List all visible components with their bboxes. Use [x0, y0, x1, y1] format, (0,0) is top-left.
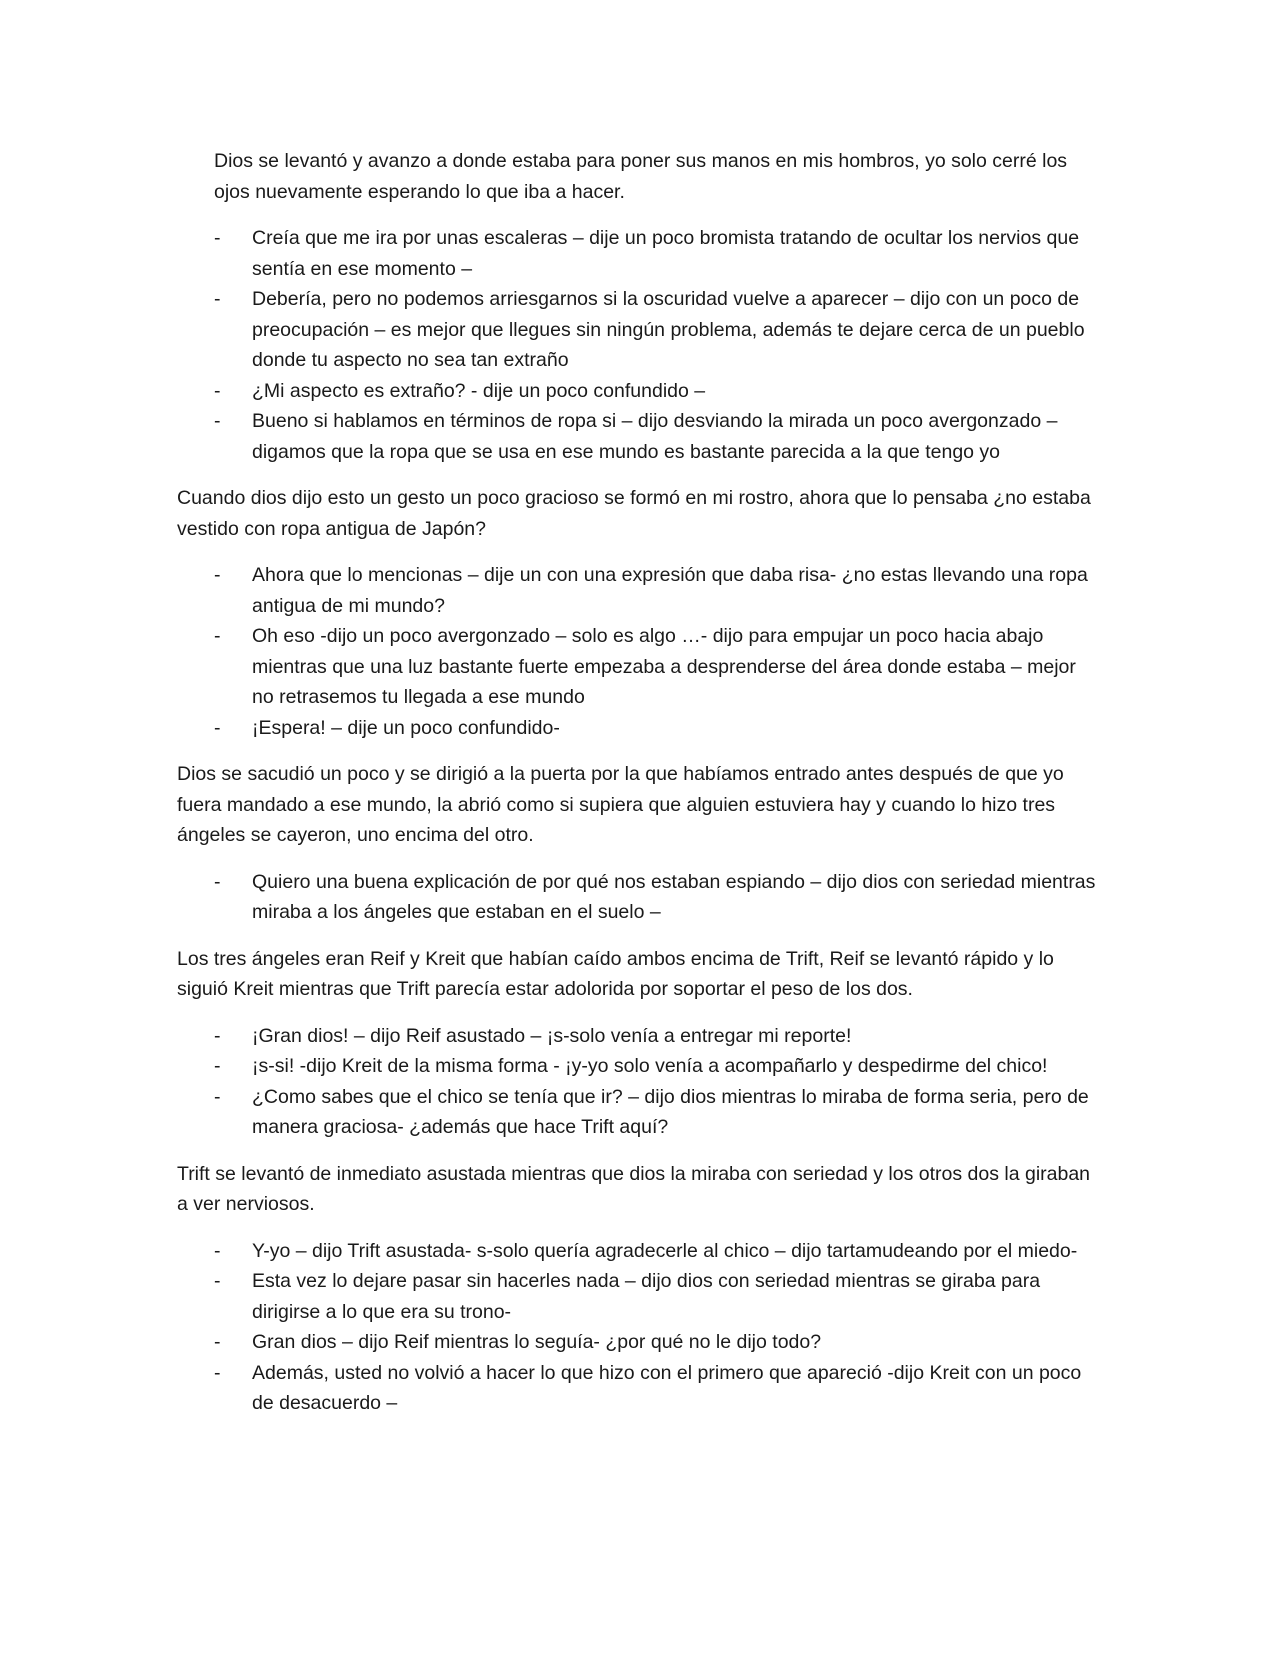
- dialogue-text: Bueno si hablamos en términos de ropa si – dijo desviando la mirada un poco avergonzado – digamos que la ropa que se usa en ese mundo es bastante parecida a la que tengo yo: [252, 410, 1058, 463]
- dialogue-line: [177, 713, 1097, 744]
- list-dash-marker: -: [214, 1270, 221, 1292]
- dialogue-line: [177, 1051, 1097, 1082]
- list-dash-marker: -: [214, 379, 221, 402]
- dialogue-text: Quiero una buena explicación de por qué nos estaban espiando – dijo dios con seriedad mientras miraba a los ángeles que estaban en el suelo –: [252, 870, 1096, 923]
- dialogue-text: Creía que me ira por unas escaleras – dije un poco bromista tratando de ocultar los nervios que sentía en ese momento –: [252, 227, 1080, 280]
- list-dash-marker: -: [214, 564, 221, 586]
- dialogue-line: [177, 621, 1097, 713]
- paragraph: Dios se sacudió un poco y se dirigió a la puerta por la que habíamos entrado antes después de que yo fuera mandado a ese mundo, la abrió como si supiera que alguien estuviera hay y cuando lo hizo tres ángeles se cayeron, uno encima del otro.: [177, 763, 1064, 846]
- list-dash-marker: -: [214, 1361, 221, 1384]
- dialogue-line: [177, 223, 1097, 284]
- dialogue-list: [177, 1021, 1097, 1143]
- dialogue-line: [177, 376, 1097, 407]
- list-dash-marker: -: [214, 1239, 221, 1262]
- dialogue-text: Oh eso -dijo un poco avergonzado – solo es algo …- dijo para empujar un poco hacia abajo mientras que una luz bastante fuerte empezaba a desprenderse del área donde estaba – mejor no retrasemos tu llegada a ese mundo: [252, 625, 1076, 708]
- dialogue-line: [177, 1236, 1097, 1267]
- dialogue-list: [177, 223, 1097, 467]
- dialogue-text: Debería, pero no podemos arriesgarnos si la oscuridad vuelve a aparecer – dijo con un poco de preocupación – es mejor que llegues sin ningún problema, además te dejare cerca de un pueblo donde tu aspecto no sea tan extraño: [252, 288, 1085, 371]
- list-dash-marker: -: [214, 227, 221, 249]
- dialogue-list: [177, 560, 1097, 743]
- dialogue-text: ¡Espera! – dije un poco confundido-: [252, 716, 560, 739]
- dialogue-line: [177, 284, 1097, 376]
- dialogue-text: Ahora que lo mencionas – dije un con una expresión que daba risa- ¿no estas llevando una ropa antigua de mi mundo?: [252, 564, 1088, 617]
- list-dash-marker: -: [214, 1024, 221, 1047]
- dialogue-text: ¡Gran dios! – dijo Reif asustado – ¡s-solo venía a entregar mi reporte!: [252, 1024, 852, 1047]
- dialogue-text: Gran dios – dijo Reif mientras lo seguía- ¿por qué no le dijo todo?: [252, 1331, 822, 1353]
- document-body: [177, 146, 1097, 1435]
- dialogue-text: Además, usted no volvió a hacer lo que hizo con el primero que apareció -dijo Kreit con un poco de desacuerdo –: [252, 1361, 1082, 1414]
- paragraph: Dios se levantó y avanzo a donde estaba para poner sus manos en mis hombros, yo solo cerré los ojos nuevamente esperando lo que iba a hacer.: [214, 150, 1068, 203]
- dialogue-line: [177, 1082, 1097, 1143]
- list-dash-marker: -: [214, 288, 221, 310]
- list-dash-marker: -: [214, 625, 221, 647]
- paragraph: Cuando dios dijo esto un gesto un poco gracioso se formó en mi rostro, ahora que lo pensaba ¿no estaba vestido con ropa antigua de Japón?: [177, 487, 1091, 540]
- list-dash-marker: -: [214, 410, 221, 432]
- dialogue-line: [177, 1358, 1097, 1419]
- dialogue-line: [177, 867, 1097, 928]
- dialogue-list: [177, 1236, 1097, 1419]
- dialogue-list: [177, 867, 1097, 928]
- dialogue-line: [177, 1266, 1097, 1327]
- dialogue-text: ¿Mi aspecto es extraño? - dije un poco confundido –: [252, 379, 706, 402]
- dialogue-text: Esta vez lo dejare pasar sin hacerles nada – dijo dios con seriedad mientras se giraba para dirigirse a lo que era su trono-: [252, 1270, 1041, 1323]
- dialogue-line: [177, 1021, 1097, 1052]
- dialogue-line: [177, 406, 1097, 467]
- dialogue-text: ¿Como sabes que el chico se tenía que ir? – dijo dios mientras lo miraba de forma seria, pero de manera graciosa- ¿además que hace Trift aquí?: [252, 1085, 1089, 1138]
- list-dash-marker: -: [214, 1055, 221, 1077]
- list-dash-marker: -: [214, 716, 221, 739]
- list-dash-marker: -: [214, 870, 221, 893]
- paragraph: Trift se levantó de inmediato asustada mientras que dios la miraba con seriedad y los otros dos la giraban a ver nerviosos.: [177, 1162, 1091, 1215]
- dialogue-text: Y-yo – dijo Trift asustada- s-solo quería agradecerle al chico – dijo tartamudeando por el miedo-: [252, 1239, 1078, 1262]
- paragraph: Los tres ángeles eran Reif y Kreit que habían caído ambos encima de Trift, Reif se levantó rápido y lo siguió Kreit mientras que Trift parecía estar adolorida por soportar el peso de los dos.: [177, 947, 1054, 1000]
- list-dash-marker: -: [214, 1331, 221, 1353]
- dialogue-line: [177, 560, 1097, 621]
- dialogue-line: [177, 1327, 1097, 1358]
- dialogue-text: ¡s-si! -dijo Kreit de la misma forma - ¡y-yo solo venía a acompañarlo y despedirme del chico!: [252, 1055, 1048, 1077]
- list-dash-marker: -: [214, 1085, 221, 1108]
